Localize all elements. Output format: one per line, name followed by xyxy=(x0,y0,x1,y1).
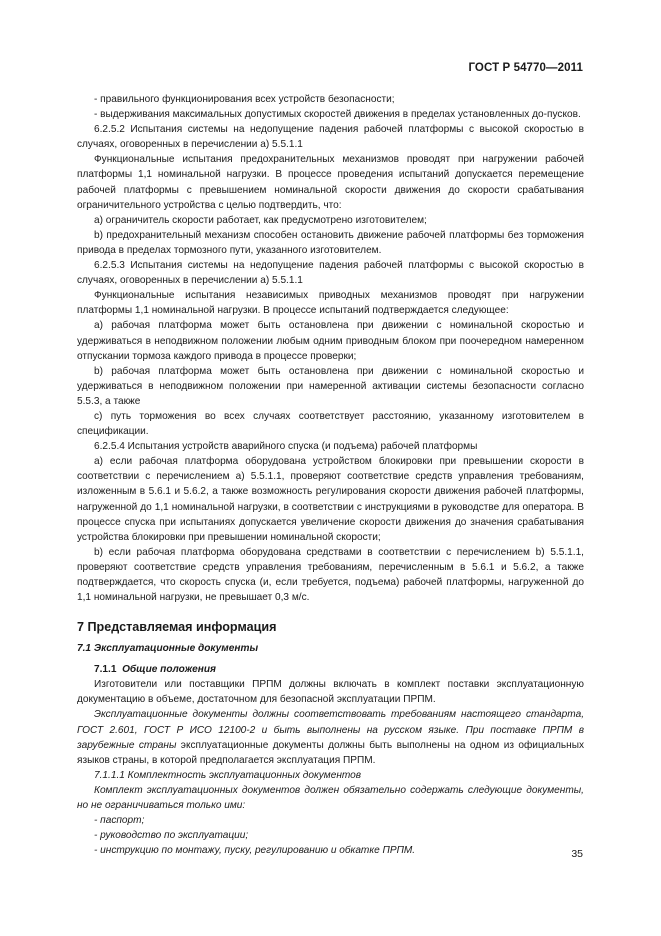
subsection-title: 7.1 Эксплуатационные документы xyxy=(77,643,259,655)
clause-title: Общие положения xyxy=(122,664,216,676)
list-item: c) путь торможения во всех случаях соответствует расстоянию, указанному изготовителем в спецификации. xyxy=(77,410,584,438)
list-item: b) рабочая платформа может быть остановлена при движении с номинальной скоростью и удерживаться в неподвижном положении при намеренной активации системы безопасности согласно 5.5.3, а также xyxy=(77,365,584,407)
paragraph xyxy=(77,707,584,767)
paragraph: Изготовители или поставщики ПРПМ должны включать в комплект поставки эксплуатационную документацию в объеме, достаточном для безопасной эксплуатации ПРПМ. xyxy=(77,679,584,706)
clause-number: 7.1.1 xyxy=(94,664,117,676)
paragraph: Функциональные испытания предохранительных механизмов проводят при нагружении рабочей платформы 1,1 номинальной нагрузки. В процессе проведения испытаний допускается перемещение рабочей платформы с превышением номинальной скорости движения до скорости срабатывания ограничительного устройства с целью подтвердить, что: xyxy=(77,154,584,211)
list-item: а) рабочая платформа может быть остановлена при движении с номинальной скоростью и удерживаться в неподвижном положении любым одним приводным блоком при поочередном намеренном отпускании тормоза каждого привода в процессе проверки; xyxy=(77,320,584,362)
paragraph: - выдерживания максимальных допустимых скоростей движения в пределах установленных до-пусков. xyxy=(94,109,581,121)
paragraph: - правильного функционирования всех устройств безопасности; xyxy=(94,94,395,105)
paragraph: Комплект эксплуатационных документов должен обязательно содержать следующие документы, но не ограничиваться только ими: xyxy=(77,784,584,812)
list-item: b) предохранительный механизм способен остановить движение рабочей платформы без торможения привода в пределах тормозного пути, указанного изготовителем. xyxy=(77,229,584,256)
body-text xyxy=(77,92,584,858)
list-item: а) ограничитель скорости работает, как предусмотрено изготовителем; xyxy=(94,214,427,226)
italic-text: Эксплуатационные документы должны соответствовать требованиям настоящего стандарта, ГОСТ 2.601, ГОСТ Р ИСО 12100-2 и быть выполнены на русском языке. При поставке ПРПМ в зарубежные страны xyxy=(77,709,584,751)
list-item: а) если рабочая платформа оборудована устройством блокировки при превышении скорости в соответствии с перечислением а) 5.5.1.1, проверяют соответствие средств управления требованиям, изложенным в 5.6.1 и 5.6.2, а также возможность регулирования скорости движения рабочей платформы, нагруженной до 1,1 номинальной нагрузки, в соответствии с инструкциями в руководстве для оператора. В процессе спуска при испытаниях допускается увеличение скорости движения до значения срабатывания устройства блокировки при превышении номинальной скорости; xyxy=(77,456,584,543)
list-item: b) если рабочая платформа оборудована средствами в соответствии с перечислением b) 5.5.1.1, проверяют соответствие средств управления требованиям, перечисленным в 5.6.1 и 5.6.2, а также подтверждается, что скорость спуска (и, если требуется, подъема) рабочей платформы, нагруженной до 1,1 номинальной нагрузки, не превышает 0,3 м/с. xyxy=(77,546,584,604)
list-item: - паспорт; xyxy=(94,815,145,827)
section-title: 7 Представляемая информация xyxy=(77,620,277,635)
page-number: 35 xyxy=(571,848,583,860)
clause-heading-6-2-5-2: 6.2.5.2 Испытания системы на недопущение падения рабочей платформы с высокой скоростью в случаях, оговоренных в перечислении а) 5.5.1.1 xyxy=(77,124,584,151)
clause-heading-6-2-5-3: 6.2.5.3 Испытания системы на недопущение падения рабочей платформы с высокой скоростью в случаях, оговоренных в перечислении а) 5.5.1.1 xyxy=(77,260,584,287)
document-id-header: ГОСТ Р 54770—2011 xyxy=(468,62,583,74)
clause-heading-7-1-1-1: 7.1.1.1 Комплектность эксплуатационных документов xyxy=(94,769,362,781)
plain-text: эксплуатационные документы должны быть выполнены на одном из официальных языков страны, в которой предполагается эксплуатация ПРПМ. xyxy=(77,739,585,766)
clause-heading-6-2-5-4: 6.2.5.4 Испытания устройств аварийного спуска (и подъема) рабочей платформы xyxy=(94,441,478,453)
list-item: - руководство по эксплуатации; xyxy=(94,830,249,842)
paragraph: Функциональные испытания независимых приводных механизмов проводят при нагружении платформы 1,1 номинальной нагрузки. В процессе испытаний подтверждается следующее: xyxy=(77,290,584,317)
clause-heading-7-1-1 xyxy=(77,662,584,677)
list-item: - инструкцию по монтажу, пуску, регулированию и обкатке ПРПМ. xyxy=(94,845,416,857)
